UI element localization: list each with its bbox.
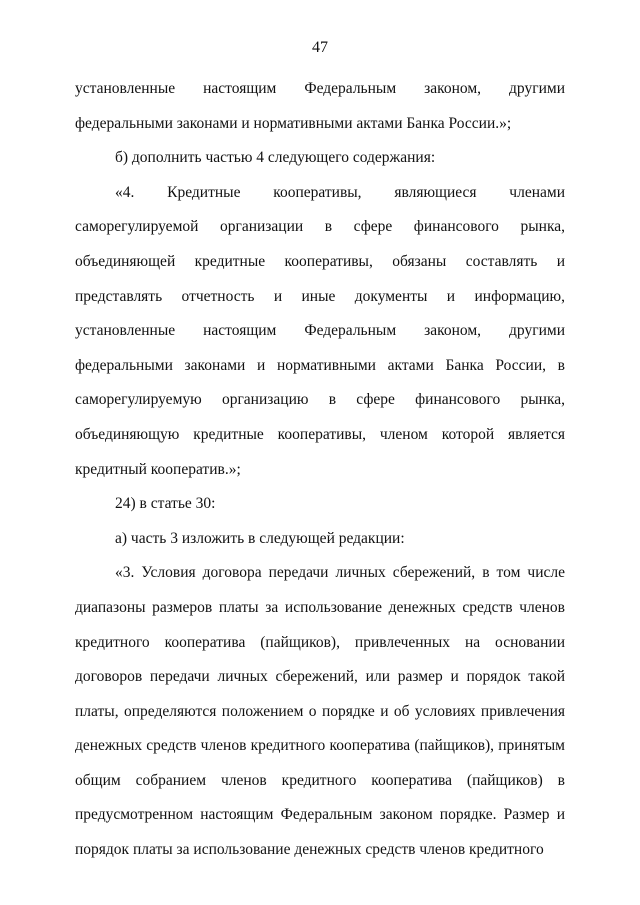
paragraph-item-b: б) дополнить частью 4 следующего содержания: xyxy=(115,149,436,167)
paragraph-part-4: «4. Кредитные кооперативы, являющиеся членами саморегулируемой организации в сфере финансового рынка, объединяющей кредитные кооперативы, обязаны составлять и представлять отчетность и иные документы и информацию, установленные настоящим Федеральным законом, другими федеральными законами и нормативными актами Банка России, в саморегулируемую организацию в сфере финансового рынка, объединяющую кредитные кооперативы, членом которой является кредитный кооператив.»; xyxy=(75,183,565,478)
document-body xyxy=(75,72,565,868)
paragraph-item-a: а) часть 3 изложить в следующей редакции: xyxy=(115,529,405,547)
page-number: 47 xyxy=(312,39,328,56)
paragraph-continuation: установленные настоящим Федеральным законом, другими федеральными законами и нормативными актами Банка России.»; xyxy=(75,80,565,132)
paragraph-item-24: 24) в статье 30: xyxy=(115,495,216,513)
paragraph-part-3: «3. Условия договора передачи личных сбережений, в том числе диапазоны размеров платы за использование денежных средств членов кредитного кооператива (пайщиков), привлеченных на основании договоров передачи личных сбережений, или размер и порядок такой платы, определяются положением о порядке и об условиях привлечения денежных средств членов кредитного кооператива (пайщиков), принятым общим собранием членов кредитного кооператива (пайщиков) в предусмотренном настоящим Федеральным законом порядке. Размер и порядок платы за использование денежных средств членов кредитного xyxy=(75,564,565,859)
